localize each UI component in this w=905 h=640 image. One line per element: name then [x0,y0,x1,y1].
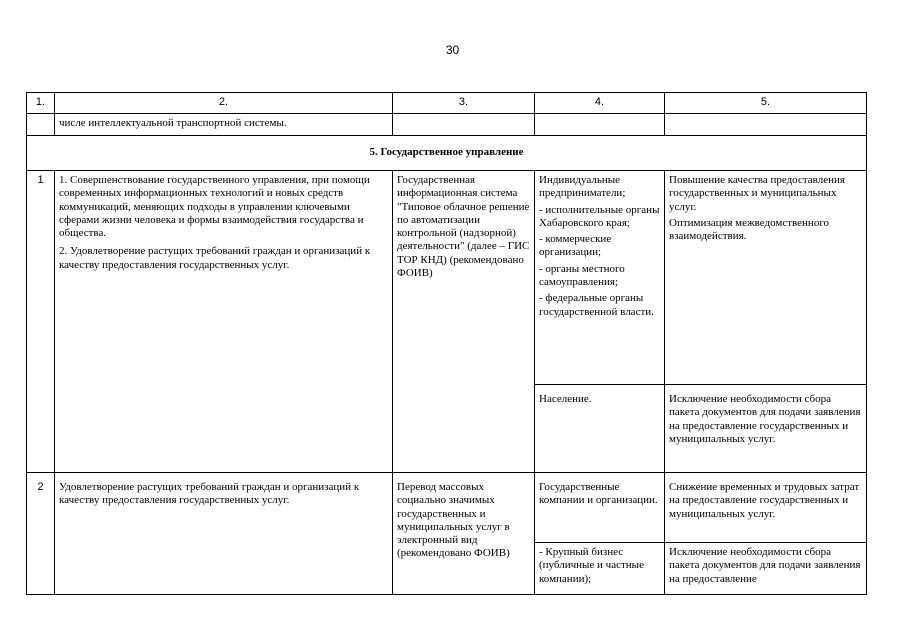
continuation-row [27,114,867,136]
table-row [27,171,867,385]
effect-text: Исключение необходимости сбора пакета документов для подачи заявления на предоставление [665,543,867,595]
consumer-item: - федеральные органы государственной власти. [539,292,654,318]
consumer-item: - исполнительные органы Хабаровского края; [539,203,660,229]
header-cell-5: 5. [665,93,867,114]
continuation-text: числе интеллектуальной транспортной системы. [55,114,393,136]
section-row [27,136,867,171]
consumer-text: - Крупный бизнес (публичные и частные компании); [535,543,665,595]
goal-text: 2. Удовлетворение растущих требований граждан и организаций к качеству предоставления государственных услуг. [59,245,371,271]
row-goals-cell [55,171,393,473]
consumer-item: - органы местного самоуправления; [539,262,625,289]
consumer-item: Индивидуальные предприниматели; [539,174,626,200]
header-cell-2: 2. [55,93,393,114]
goal-text: Удовлетворение растущих требований граждан и организаций к качеству предоставления государственных услуг. [55,473,393,595]
table-row [27,473,867,543]
solution-text: Государственная информационная система "Типовое облачное решение по автоматизации контрольной (надзорной) деятельности" (далее – ГИС ТОР КНД) (рекомендовано ФОИВ) [393,171,535,473]
strategy-table [26,92,867,595]
section-title-text: 5. Государственное управление [369,146,524,159]
effect-text: Снижение временных и трудовых затрат на предоставление государственных и муниципальных услуг. [665,473,867,543]
solution-text: Перевод массовых социально значимых государственных и муниципальных услуг в электронный вид (рекомендовано ФОИВ) [393,473,535,595]
effect-item: Оптимизация межведомственного взаимодействия. [669,216,830,243]
header-row [27,93,867,114]
effects-cell [665,171,867,385]
consumer-text: Государственные компании и организации. [535,473,665,543]
header-cell-1: 1. [27,93,55,114]
page-number: 30 [445,43,460,57]
header-cell-3: 3. [393,93,535,114]
continuation-cell-3 [393,114,535,136]
effect-text: Исключение необходимости сбора пакета документов для подачи заявления на предоставление государственных и муниципальных услуг. [665,385,867,473]
consumers-cell [535,171,665,385]
header-cell-4: 4. [535,93,665,114]
consumer-text: Население. [535,385,665,473]
consumer-item: - коммерческие организации; [539,233,612,259]
goal-text: 1. Совершенствование государственного управления, при помощи современных информационных технологий и новых средств коммуникаций, меняющих подходы в управлении ключевыми сферами жизни человека и формы взаимодействия государства и общества. [59,174,370,240]
row-number: 2 [27,473,55,595]
continuation-num-cell [27,114,55,136]
section-title [27,136,867,171]
row-number: 1 [27,171,55,473]
continuation-cell-5 [665,114,867,136]
continuation-cell-4 [535,114,665,136]
effect-item: Повышение качества предоставления государственных и муниципальных услуг. [669,174,845,213]
